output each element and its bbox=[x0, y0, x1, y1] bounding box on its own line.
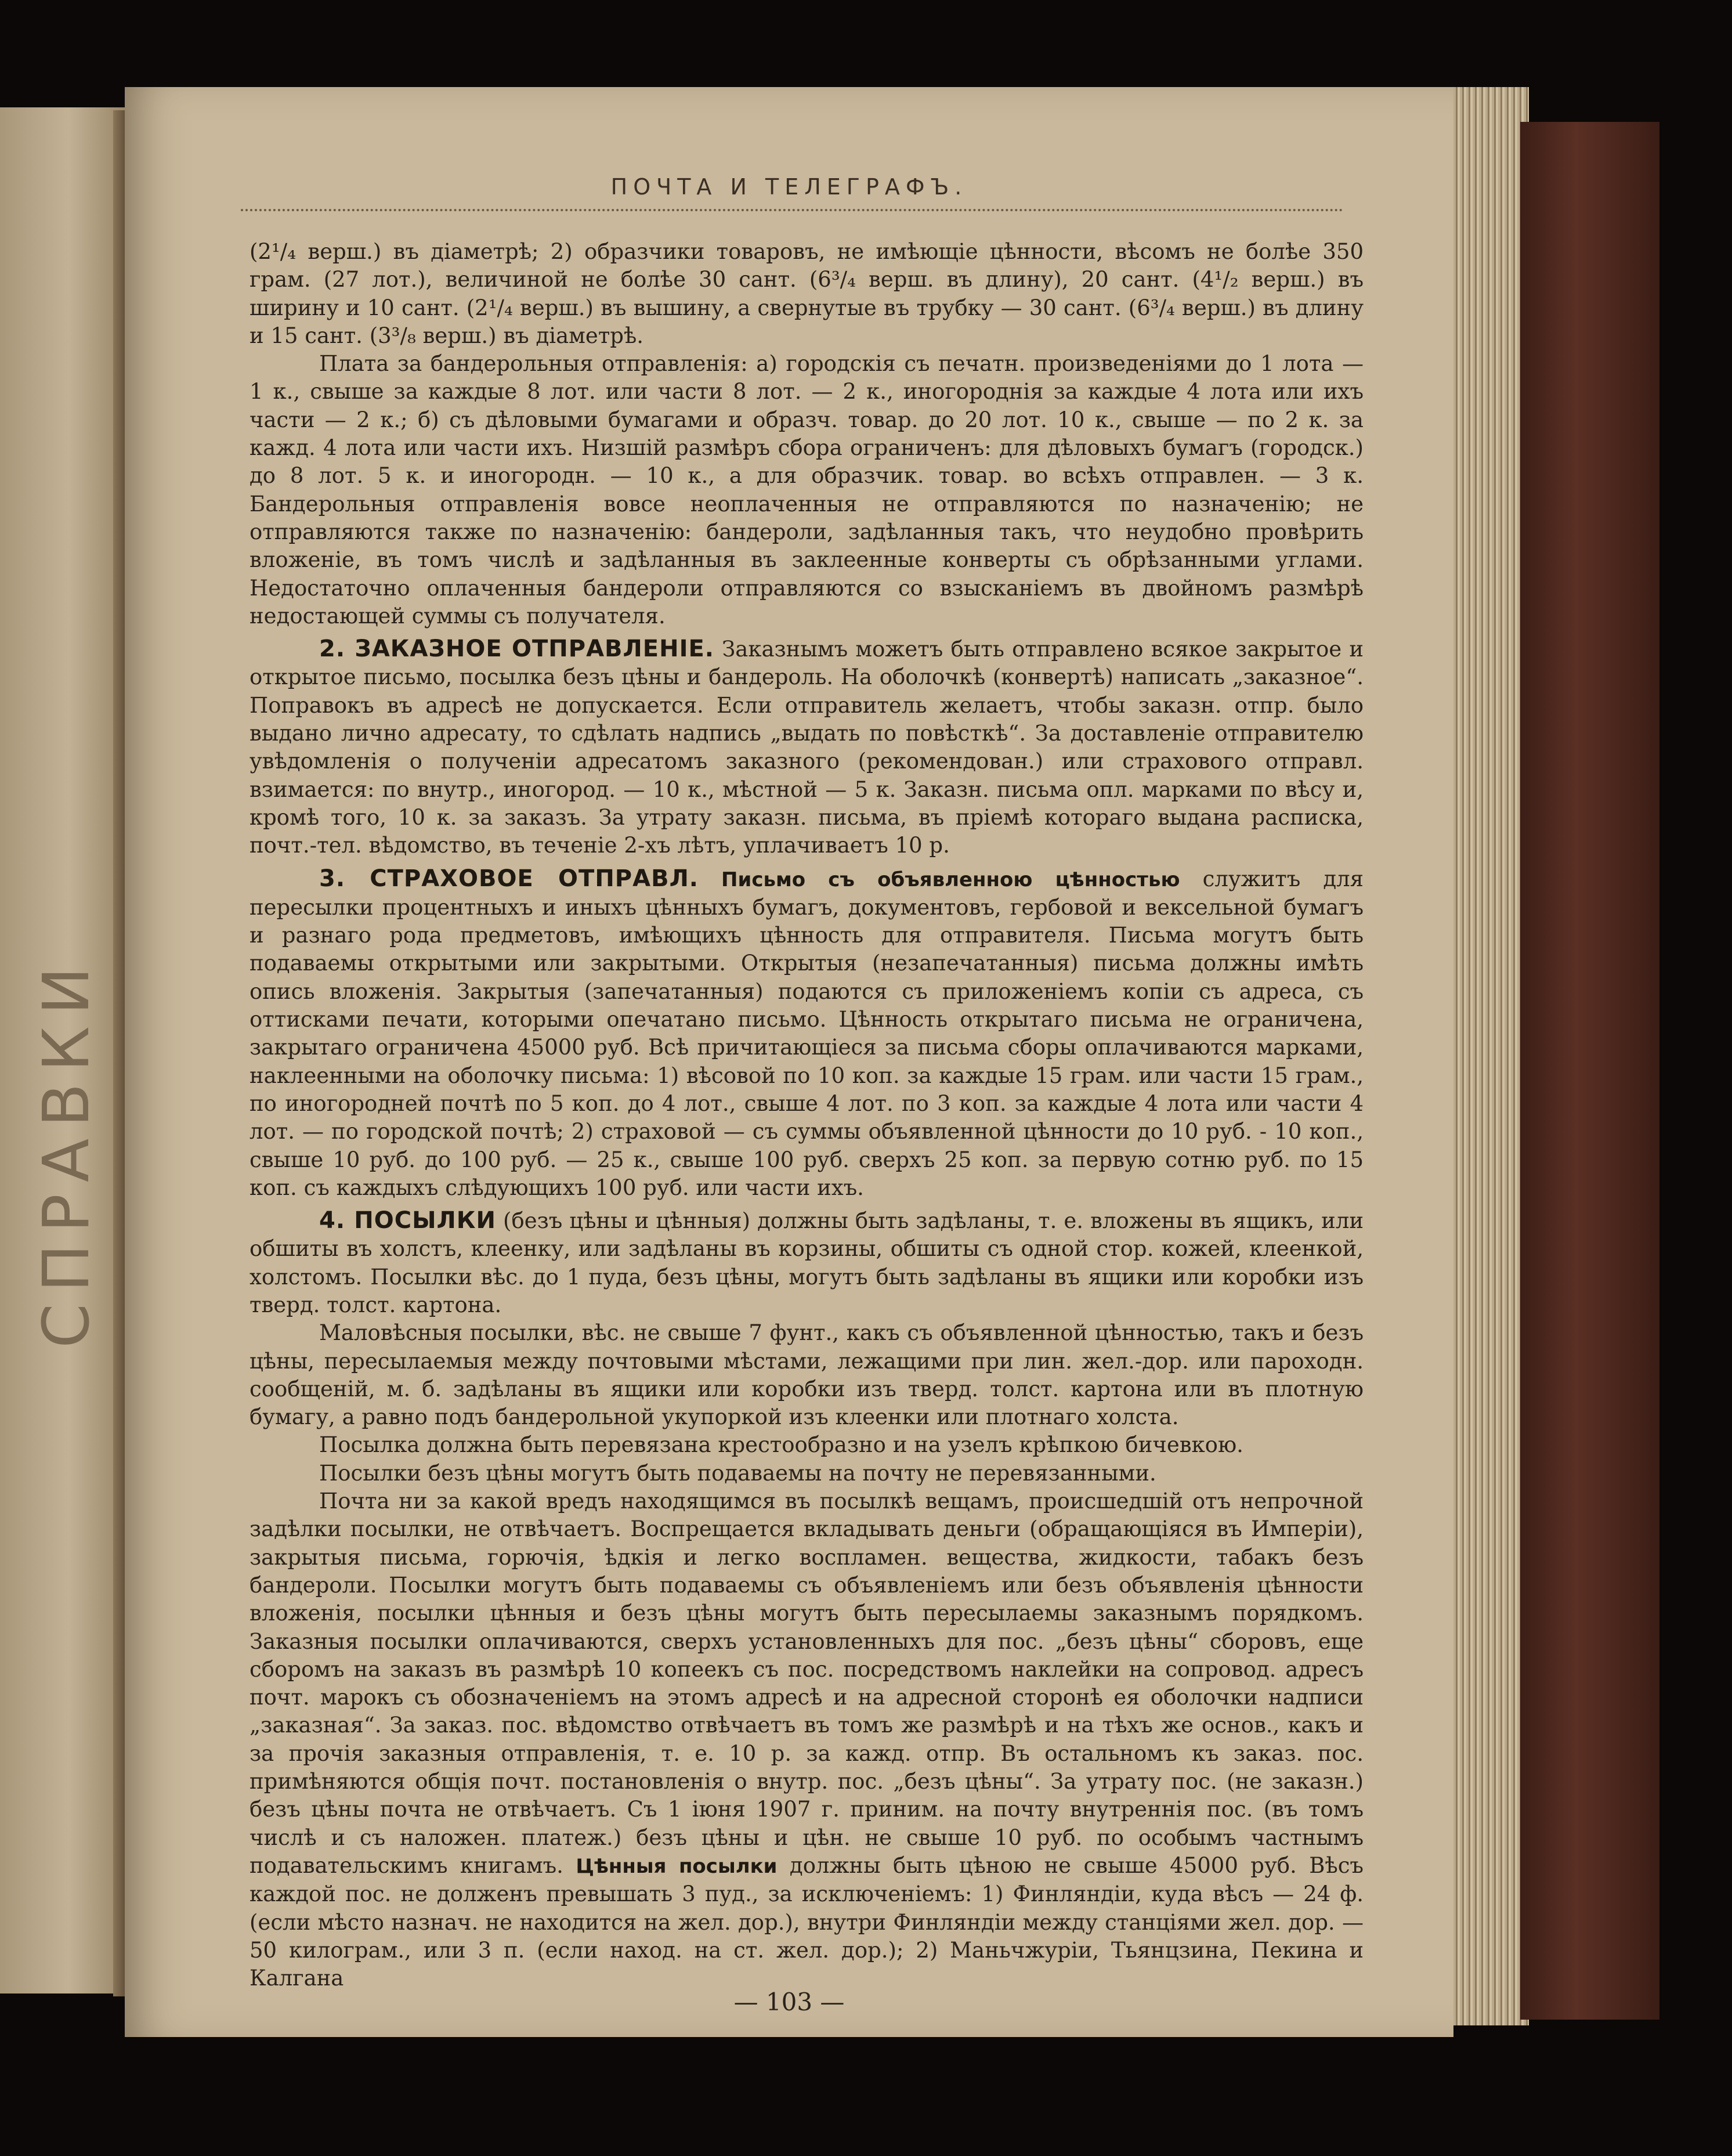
section-4 bbox=[250, 1207, 1364, 1319]
paragraph-4f-lead: Цѣнныя посылки bbox=[576, 1854, 778, 1878]
left-page-edge bbox=[0, 107, 125, 1994]
page-edges bbox=[1453, 87, 1529, 2025]
book-cover-board bbox=[1520, 122, 1659, 2020]
running-head: ПОЧТА И ТЕЛЕГРАФЪ. bbox=[610, 174, 968, 200]
section-4-text: (безъ цѣны и цѣнныя) должны быть задѣланы, т. е. вложены въ ящикъ, или обшиты въ холстъ, клеенку, или задѣланы въ корзины, обшиты съ одной стор. кожей, клеенкой, холстомъ. Посылки вѣс. до 1 пуда, безъ цѣны, могутъ быть задѣланы въ ящики или коробки изъ тверд. толст. картона. bbox=[250, 1208, 1364, 1317]
paragraph-2: Плата за бандерольныя отправленія: а) городскія съ печатн. произведеніями до 1 лота — 1 к., свыше за каждые 8 лот. или части 8 лот. — 2 к., иногороднія за каждые 4 лота или ихъ части — 2 к.; б) съ дѣловыми бумагами и образч. товар. до 20 лот. 10 к., свыше — по 2 к. за кажд. 4 лота или части ихъ. Низшій размѣръ сбора ограниченъ: для дѣловыхъ бумагъ (городск.) до 8 лот. 5 к. и иногородн. — 10 к., а для образчик. товар. во всѣхъ отправлен. — 3 к. Бандерольныя отправленія вовсе неоплаченныя не отправляются по назначенію; не отправляются также по назначенію: бандероли, задѣланныя такъ, что неудобно провѣрить вложеніе, въ томъ числѣ и задѣланныя въ заклеенные конверты съ обрѣзанными углами. Недостаточно оплаченныя бандероли отправляются со взысканіемъ въ двойномъ размѣрѣ недостающей суммы съ получателя. bbox=[250, 351, 1364, 629]
paragraph-4d: Посылки безъ цѣны могутъ быть подаваемы на почту не перевязанными. bbox=[319, 1460, 1156, 1486]
left-page-vertical-title: СПРАВКИ bbox=[29, 955, 103, 1349]
page-body bbox=[250, 238, 1364, 1992]
paragraph-4c: Посылка должна быть перевязана крестообразно и на узелъ крѣпкою бичевкою. bbox=[319, 1432, 1243, 1458]
running-head-rule bbox=[241, 209, 1343, 211]
section-3-title: 3. СТРАХОВОЕ ОТПРАВЛ. bbox=[319, 865, 699, 892]
paragraph-4f-text: должны быть цѣною не свыше 45000 руб. Вѣсъ каждой пос. не долженъ превышать 3 пуд., за исключеніемъ: 1) Финляндіи, куда вѣсъ — 24 ф. (если мѣсто назнач. не находится на жел. дор.), внутри Финляндіи между станціями жел. дор. — 50 килограм., или 3 п. (если наход. на ст. жел. дор.); 2) Маньчжуріи, Тьянцзина, Пекина и Калгана bbox=[250, 1852, 1364, 1991]
paragraph-4b: Маловѣсныя посылки, вѣс. не свыше 7 фунт., какъ съ объявленной цѣнностью, такъ и безъ цѣны, пересылаемыя между почтовыми мѣстами, лежащими при лин. жел.-дор. или пароходн. сообщеній, м. б. задѣланы въ ящики или коробки изъ тверд. толст. картона или въ плотную бумагу, а равно подъ бандерольной укупоркой изъ клеенки или плотнаго холста. bbox=[250, 1320, 1364, 1430]
paragraph-4e bbox=[250, 1487, 1364, 1992]
section-2-title: 2. ЗАКАЗНОЕ ОТПРАВЛЕНІЕ. bbox=[319, 635, 714, 663]
section-4-title: 4. ПОСЫЛКИ bbox=[319, 1207, 496, 1234]
page-number: — 103 — bbox=[733, 1988, 845, 2016]
section-3 bbox=[250, 865, 1364, 1202]
section-3-text: служитъ для пересылки процентныхъ и иныхъ цѣнныхъ бумагъ, документовъ, гербовой и вексельной бумагъ и разнаго рода предметовъ, имѣющихъ цѣнность для отправителя. Письма могутъ быть подаваемы открытыми или закрытыми. Открытыя (незапечатанныя) письма должны имѣть опись вложенія. Закрытыя (запечатанныя) подаются съ приложеніемъ копіи съ адреса, съ оттисками печати, которыми опечатано письмо. Цѣнность открытаго письма не ограничена, закрытаго ограничена 45000 руб. Всѣ причитающіеся за письма сборы оплачиваются марками, наклеенными на оболочку письма: 1) вѣсовой по 10 коп. за каждые 15 грам. или части 15 грам., по иногородней почтѣ по 5 коп. до 4 лот., свыше 4 лот. по 3 коп. за каждые 4 лота или части 4 лот. — по городской почтѣ; 2) страховой — съ суммы объявленной цѣнности до 10 руб. - 10 коп., свыше 10 руб. до 100 руб. — 25 к., свыше 100 руб. сверхъ 25 коп. за первую сотню руб. по 15 коп. съ каждыхъ слѣдующихъ 100 руб. или части ихъ. bbox=[250, 866, 1364, 1200]
book-page bbox=[125, 87, 1453, 2037]
paragraph-1: (2¹/₄ верш.) въ діаметрѣ; 2) образчики товаровъ, не имѣющіе цѣнности, вѣсомъ не болѣе 350 грам. (27 лот.), величиной не болѣе 30 сант. (6³/₄ верш. въ длину), 20 сант. (4¹/₂ верш.) въ ширину и 10 сант. (2¹/₄ верш.) въ вышину, а свернутые въ трубку — 30 сант. (6³/₄ верш.) въ длину и 15 сант. (3³/₈ верш.) въ діаметрѣ. bbox=[250, 239, 1364, 348]
section-2-text: Заказнымъ можетъ быть отправлено всякое закрытое и открытое письмо, посылка безъ цѣны и бандероль. На оболочкѣ (конвертѣ) написать „заказное“. Поправокъ въ адресѣ не допускается. Если отправитель желаетъ, чтобы заказн. отпр. было выдано лично адресату, то сдѣлать надпись „выдать по повѣсткѣ“. За доставленіе отправителю увѣдомленія о полученіи адресатомъ заказного (рекомендован.) или страхового отправл. взимается: по внутр., иногород. — 10 к., мѣстной — 5 к. Заказн. письма опл. марками по вѣсу и, кромѣ того, 10 к. за заказъ. За утрату заказн. письма, въ пріемѣ котораго выдана расписка, почт.-тел. вѣдомство, въ теченіе 2-хъ лѣтъ, уплачиваетъ 10 р. bbox=[250, 637, 1364, 858]
section-2 bbox=[250, 635, 1364, 859]
section-3-lead: Письмо съ объявленною цѣнностью bbox=[721, 868, 1180, 891]
paragraph-4e-text: Почта ни за какой вредъ находящимся въ посылкѣ вещамъ, происшедшій отъ непрочной задѣлки посылки, не отвѣчаетъ. Воспрещается вкладывать деньги (обращающіяся въ Имперіи), закрытыя письма, горючія, ѣдкія и легко воспламен. вещества, жидкости, табакъ безъ бандероли. Посылки могутъ быть подаваемы съ объявленіемъ или безъ объявленія цѣнности вложенія, посылки цѣнныя и безъ цѣны могутъ быть пересылаемы заказнымъ порядкомъ. Заказныя посылки оплачиваются, сверхъ установленныхъ для пос. „безъ цѣны“ сборовъ, еще сборомъ на заказъ въ размѣрѣ 10 копеекъ съ пос. посредствомъ наклейки на сопровод. адресъ почт. марокъ съ обозначеніемъ на этомъ адресѣ и на адресной сторонѣ ея оболочки надписи „заказная“. За заказ. пос. вѣдомство отвѣчаетъ въ томъ же размѣрѣ и на тѣхъ же основ., какъ и за прочія заказныя отправленія, т. е. 10 р. за кажд. отпр. Въ остальномъ къ заказ. пос. примѣняются общія почт. постановленія о внутр. пос. „безъ цѣны“. За утрату пос. (не заказн.) безъ цѣны почта не отвѣчаетъ. Съ 1 іюня 1907 г. приним. на почту внутреннія пос. (въ томъ числѣ и съ наложен. платеж.) безъ цѣны и цѣн. не свыше 10 руб. по особымъ частнымъ подавательскимъ книгамъ. bbox=[250, 1489, 1364, 1878]
